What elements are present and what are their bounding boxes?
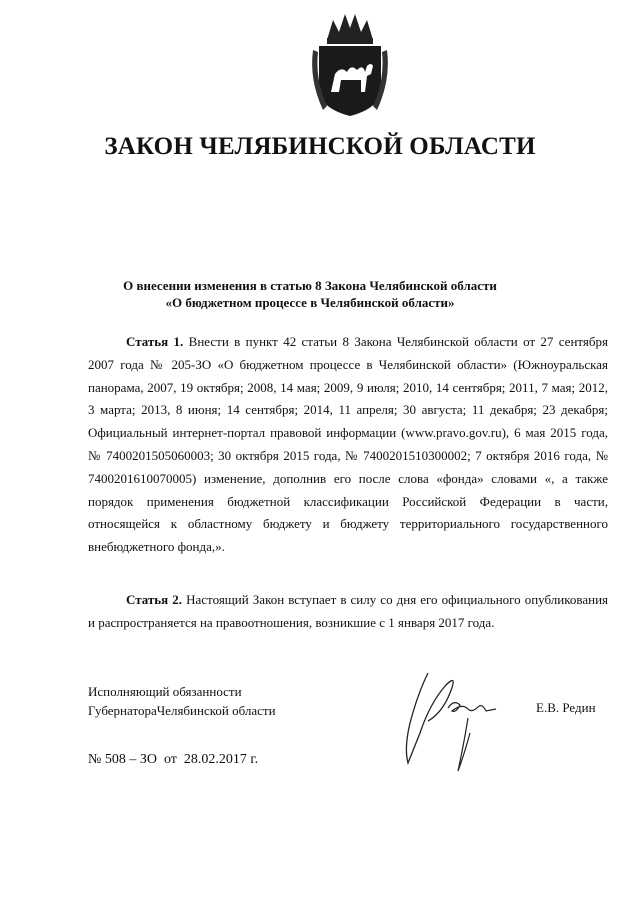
coat-of-arms-icon <box>305 10 395 120</box>
article-2 <box>88 589 608 635</box>
subtitle-line-1: О внесении изменения в статью 8 Закона Челябинской области <box>123 278 497 293</box>
article-2-text: Настоящий Закон вступает в силу со дня его официального опубликования и распространяется на правоотношения, возникшие с 1 января 2017 года. <box>88 592 609 630</box>
signatory-position-line-1: Исполняющий обязанности <box>88 684 242 699</box>
signatory-position <box>88 682 276 720</box>
registration-number: № 508 – ЗО от 28.02.2017 г. <box>88 752 259 767</box>
signatory-position-line-2: ГубернатораЧелябинской области <box>88 703 276 718</box>
article-1-text: Внести в пункт 42 статьи 8 Закона Челябинской области от 27 сентября 2007 года № 205-ЗО «О бюджетном процессе в Челябинской области» (Южноуральская панорама, 2007, 19 октября; 2008, 14 мая; 2009, 9 июля; 2010, 14 сентября; 2011, 7 мая; 2012, 3 марта; 2013, 8 июня; 14 сентября; 2014, 11 апреля; 30 августа; 11 декабря; 23 декабря; Официальный интернет-портал правовой информации (www.pravo.gov.ru), 6 мая 2015 года, № 7400201505060003; 30 октября 2015 года, № 7400201510300002; 7 октября 2016 года, № 7400201610070005) изменение, дополнив его после слова «фонда» словами «, а также порядок применения бюджетной классификации Российской Федерации в части, относящейся к областному бюджету и бюджету территориального государственного внебюджетного фонда,». <box>88 334 608 555</box>
article-2-heading: Статья 2. <box>126 592 183 607</box>
article-1 <box>88 331 608 559</box>
subtitle-line-2: «О бюджетном процессе в Челябинской области» <box>165 295 455 310</box>
handwritten-signature <box>398 663 508 783</box>
article-1-heading: Статья 1. <box>126 334 184 349</box>
law-subtitle <box>60 277 560 311</box>
signatory-name: Е.В. Редин <box>536 700 596 715</box>
law-title: ЗАКОН ЧЕЛЯБИНСКОЙ ОБЛАСТИ <box>104 133 536 160</box>
